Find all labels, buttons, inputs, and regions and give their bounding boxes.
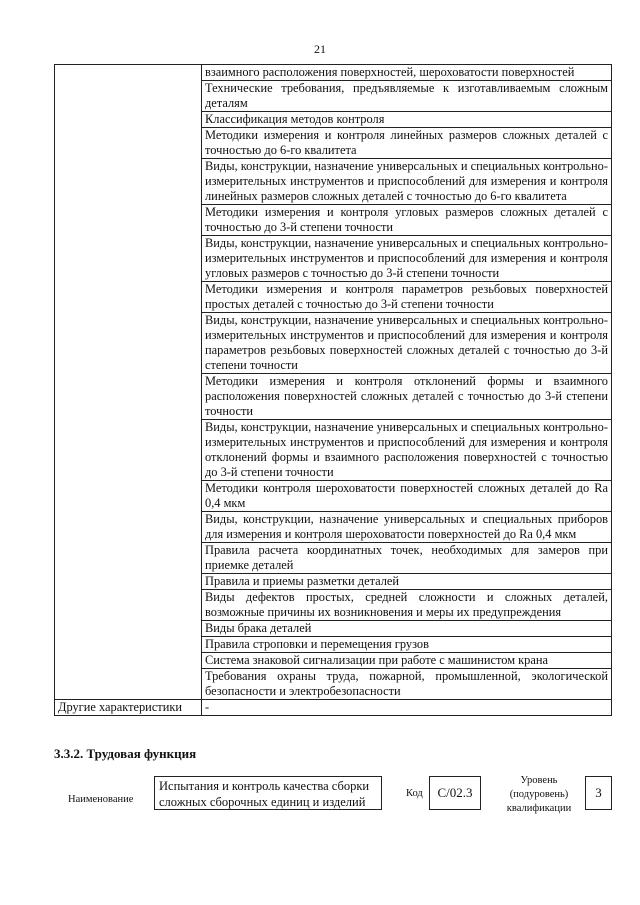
knowledge-item: Виды, конструкции, назначение универсальных и специальных контрольно-измерительных инструментов и приспособлений для измерения и контроля параметров резьбовых поверхностей сложных деталей с точностью до 3-й степени точности (202, 313, 612, 374)
section-heading: 3.3.2. Трудовая функция (54, 746, 197, 761)
knowledge-item: Правила строповки и перемещения грузов (202, 637, 612, 653)
knowledge-item: взаимного расположения поверхностей, шероховатости поверхностей (202, 65, 612, 81)
knowledge-item: Технические требования, предъявляемые к изготавливаемым сложным деталям (202, 81, 612, 112)
knowledge-item: Система знаковой сигнализации при работе с машинистом крана (202, 653, 612, 669)
table-row (55, 65, 612, 81)
knowledge-item: Классификация методов контроля (202, 112, 612, 128)
knowledge-item: Методики измерения и контроля угловых размеров сложных деталей с точностью до 3-й степени точности (202, 205, 612, 236)
table-row (55, 700, 612, 716)
page-number: 21 (314, 42, 326, 56)
knowledge-item: Методики измерения и контроля линейных размеров сложных деталей с точностью до 6-го квалитета (202, 128, 612, 159)
knowledge-item: Виды дефектов простых, средней сложности и сложных деталей, возможные причины их возникновения и меры их предупреждения (202, 590, 612, 621)
other-characteristics-label: Другие характеристики (55, 700, 202, 716)
qualification-level-label: Уровень (подуровень) квалификации (506, 775, 572, 814)
knowledge-item: Методики измерения и контроля отклонений формы и взаимного расположения поверхностей сложных деталей с точностью до 3-й степени точности (202, 374, 612, 420)
knowledge-item: Правила расчета координатных точек, необходимых для замеров при приемке деталей (202, 543, 612, 574)
qualification-level-box: 3 (585, 776, 612, 810)
knowledge-item: Требования охраны труда, пожарной, промышленной, экологической безопасности и электробезопасности (202, 669, 612, 700)
knowledge-item: Правила и приемы разметки деталей (202, 574, 612, 590)
knowledge-item: Виды, конструкции, назначение универсальных и специальных приборов для измерения и контроля шероховатости поверхностей до Ra 0,4 мкм (202, 512, 612, 543)
knowledge-table (54, 64, 612, 716)
code-value-box: С/02.3 (429, 776, 481, 810)
knowledge-item: Методики контроля шероховатости поверхностей сложных деталей до Ra 0,4 мкм (202, 481, 612, 512)
left-column-cell (55, 65, 202, 700)
other-characteristics-value: - (202, 700, 612, 716)
knowledge-item: Виды брака деталей (202, 621, 612, 637)
knowledge-item: Виды, конструкции, назначение универсальных и специальных контрольно-измерительных инструментов и приспособлений для измерения и контроля отклонений формы и взаимного расположения поверхностей с точностью до 3-й степени точности (202, 420, 612, 481)
knowledge-item: Виды, конструкции, назначение универсальных и специальных контрольно-измерительных инструментов и приспособлений для измерения и контроля линейных размеров сложных деталей с точностью до 6-го квалитета (202, 159, 612, 205)
knowledge-item: Методики измерения и контроля параметров резьбовых поверхностей простых деталей с точностью до 3-й степени точности (202, 282, 612, 313)
name-label: Наименование (68, 794, 134, 805)
knowledge-item: Виды, конструкции, назначение универсальных и специальных контрольно-измерительных инструментов и приспособлений для измерения и контроля угловых размеров с точностью до 3-й степени точности (202, 236, 612, 282)
code-label: Код (406, 788, 423, 799)
labor-function-row (54, 776, 614, 836)
name-value-box: Испытания и контроль качества сборки сложных сборочных единиц и изделий (154, 776, 382, 810)
